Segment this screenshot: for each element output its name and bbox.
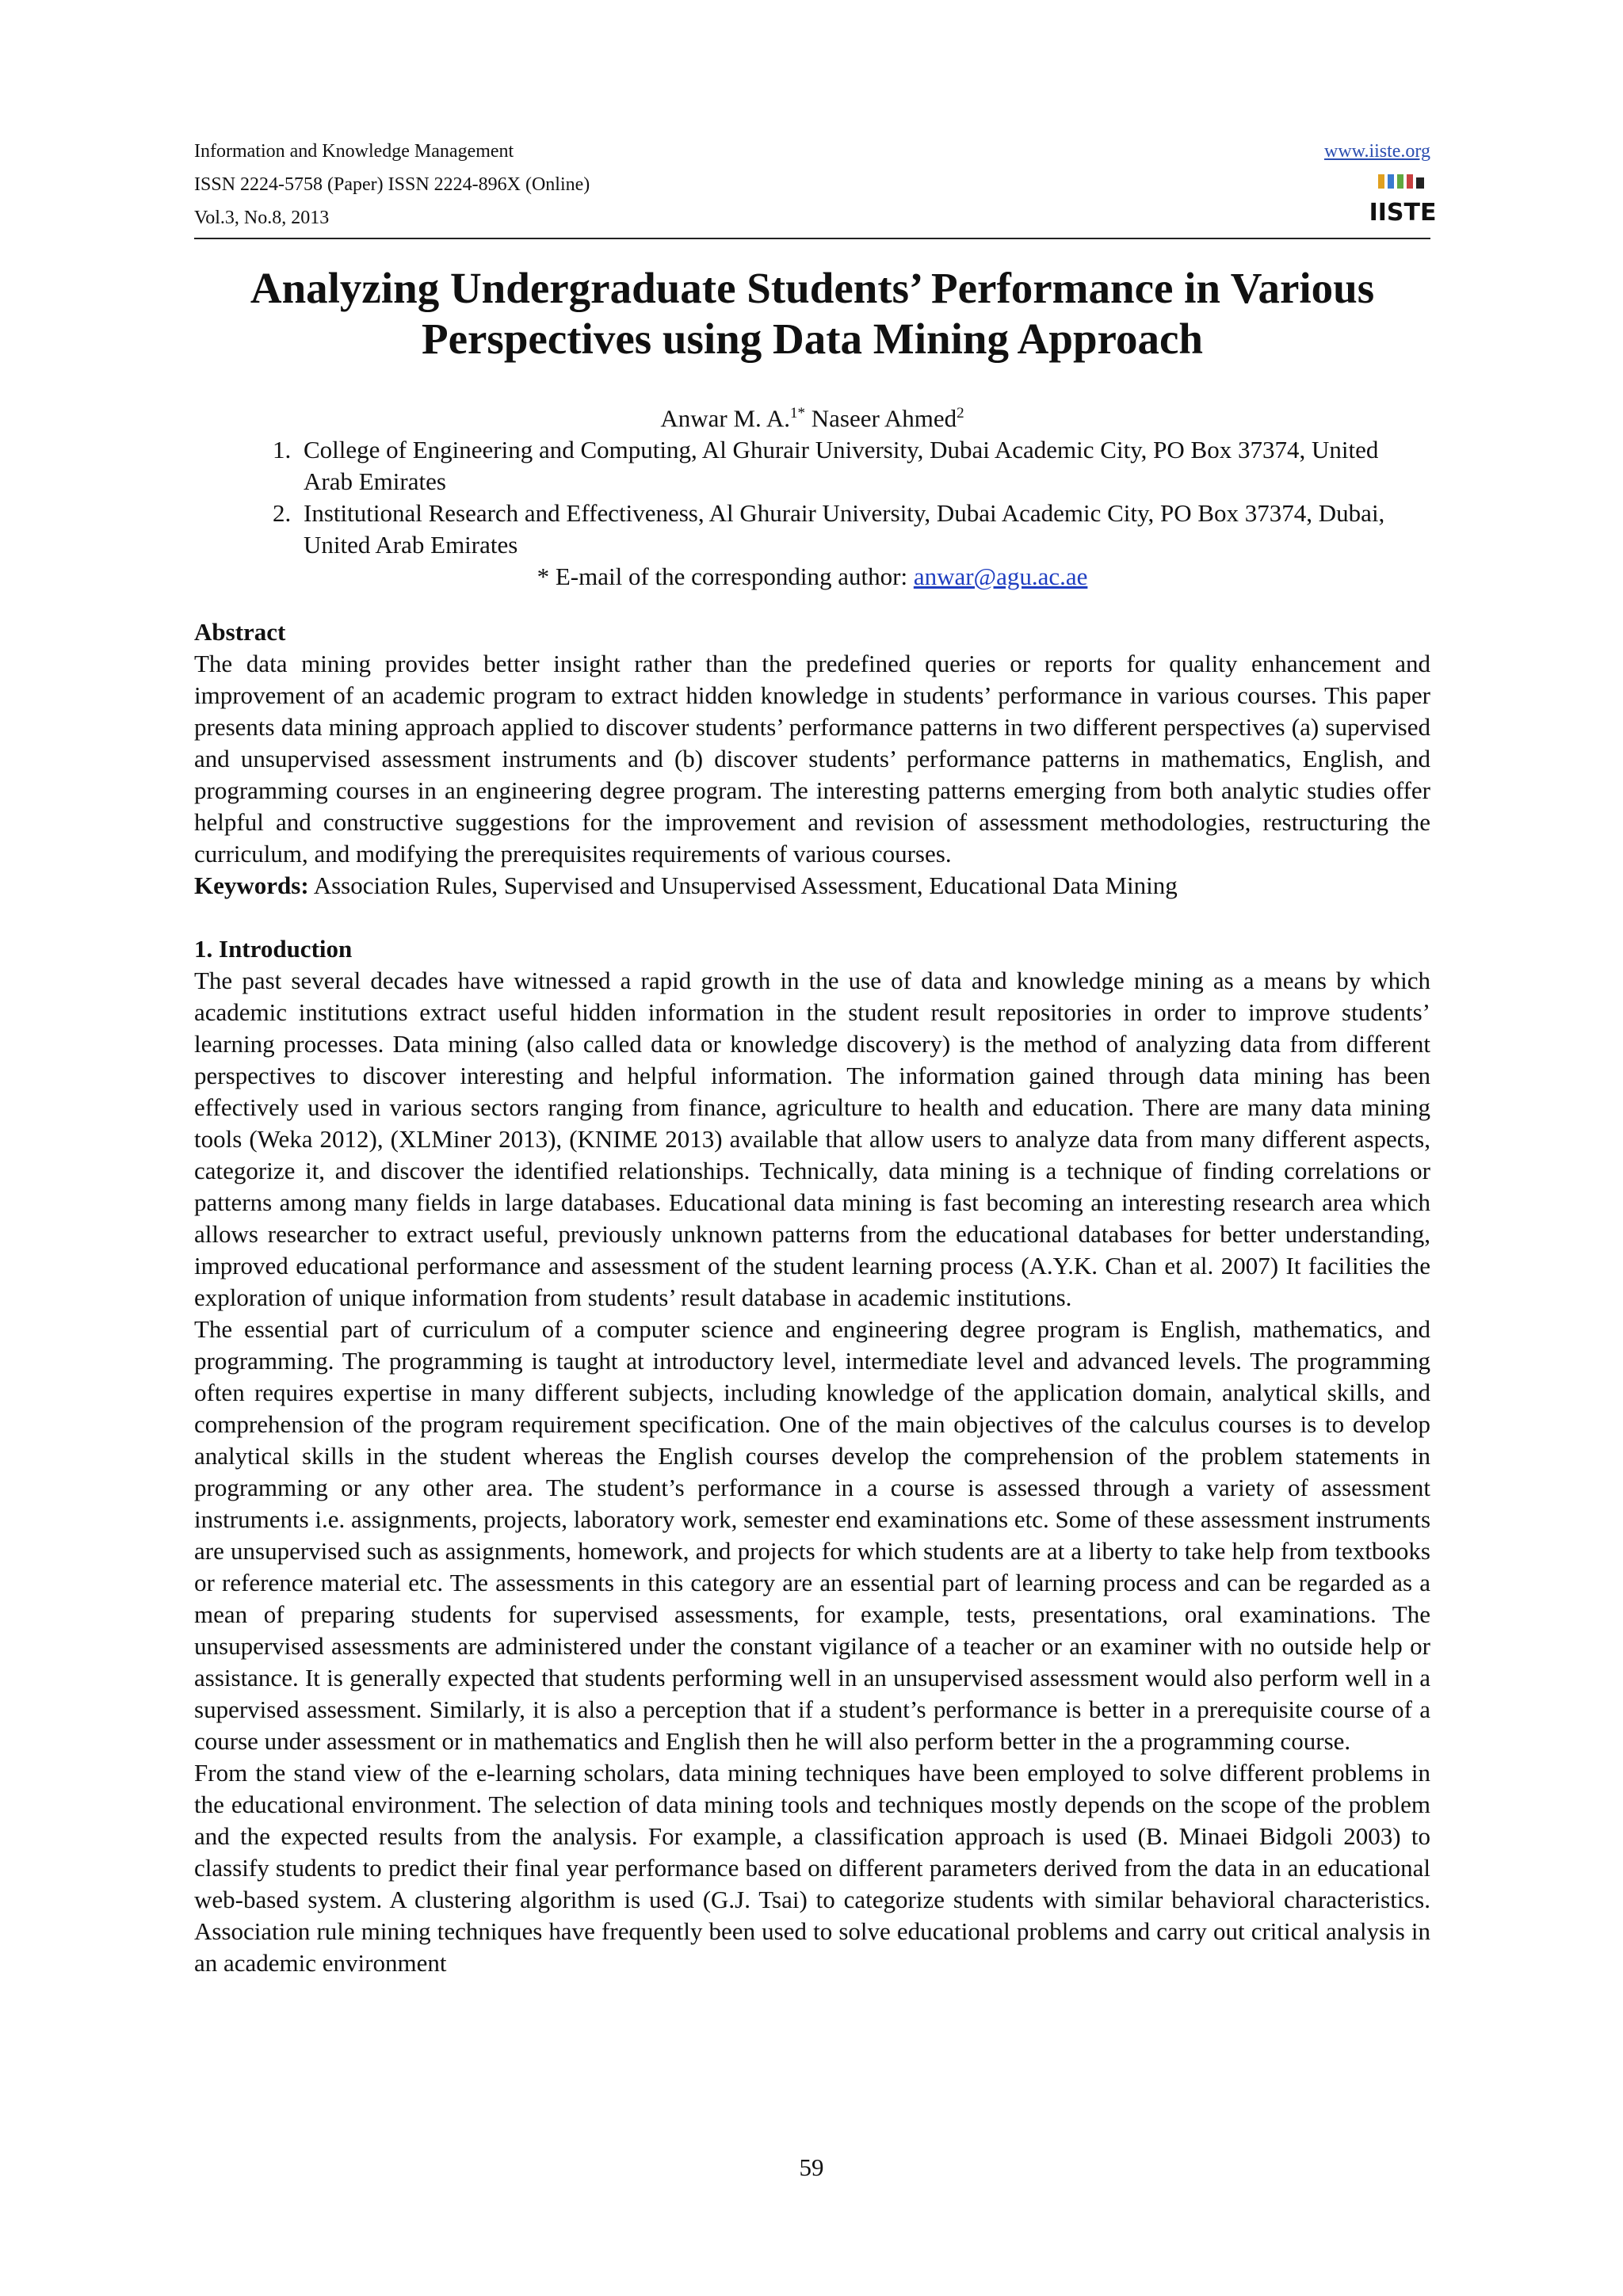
intro-paragraph-2: The essential part of curriculum of a computer science and engineering degree program is English, mathematics, and programming. The programming is taught at introductory level, intermediate level and advanced levels. The programming often requires expertise in many different subjects, including knowledge of the application domain, analytical skills, and comprehension of the program requirement specification. One of the main objectives of the calculus courses is to develop analytical skills in the student whereas the English courses develop the comprehension of the problem statements in programming or any other area. The student’s performance in a course is assessed through a variety of assessment instruments i.e. assignments, projects, laboratory work, semester end examinations etc. Some of these assessment instruments are unsupervised such as assignments, homework, and projects for which students are at a liberty to take help from textbooks or reference material etc. The assessments in this category are an essential part of learning process and can be regarded as a mean of preparing students for supervised assessments, for example, tests, presentations, oral examinations. The unsupervised assessments are administered under the constant vigilance of a teacher or an examiner with no outside help or assistance. It is generally expected that students performing well in an unsupervised assessment would also perform well in a supervised assessment. Similarly, it is also a perception that if a student’s performance is better in a prerequisite course of a course under assessment or in mathematics and English then he will also perform better in the a programming course.: [194, 1315, 1431, 1756]
paper-page: [194, 135, 1437, 1979]
keywords: [194, 870, 1430, 902]
title-line-2: Perspectives using Data Mining Approach: [422, 315, 1203, 363]
affiliation-item: 2. Institutional Research and Effectiveness, Al Ghurair University, Dubai Academic City, PO Box 37374, Dubai, United Arab Emirates: [297, 498, 1430, 561]
title-line-1: Analyzing Undergraduate Students’ Performance in Various: [250, 264, 1375, 312]
journal-issn: ISSN 2224-5758 (Paper) ISSN 2224-896X (Online): [194, 174, 590, 195]
paper-title: [194, 263, 1430, 364]
author-list: [194, 398, 1430, 434]
author-1-affiliation: 1*: [790, 405, 805, 421]
iiste-logo: [1369, 171, 1437, 228]
abstract-text: The data mining provides better insight rather than the predefined queries or reports for quality enhancement and improvement of an academic program to extract hidden knowledge in students’ performance in various courses. This paper presents data mining approach applied to discover students’ performance patterns in two different perspectives (a) supervised and unsupervised assessment instruments and (b) discover students’ performance patterns in mathematics, English, and programming courses in an engineering degree program. The interesting patterns emerging from both analytic studies offer helpful and constructive suggestions for the improvement and revision of assessment methodologies, restructuring the curriculum, and modifying the prerequisites requirements of various courses.: [194, 650, 1430, 868]
journal-info: [194, 135, 590, 235]
introduction-heading: 1. Introduction: [194, 935, 353, 963]
journal-website-link[interactable]: www.iiste.org: [1324, 141, 1430, 162]
author-2-affiliation: 2: [957, 405, 964, 421]
intro-paragraph-3: From the stand view of the e-learning scholars, data mining techniques have been employed to solve different problems in the educational environment. The selection of data mining tools and techniques mostly depends on the scope of the problem and the expected results from the analysis. For example, a classification approach is used (B. Minaei Bidgoli 2003) to classify students to predict their final year performance based on different parameters derived from the data in an educational web-based system. A clustering algorithm is used (G.J. Tsai) to categorize students with similar behavioral characteristics. Association rule mining techniques have frequently been used to solve educational problems and carry out critical analysis in an academic environment: [194, 1759, 1430, 1978]
keywords-label: Keywords:: [194, 871, 309, 900]
email-label: * E-mail of the corresponding author:: [537, 563, 914, 591]
corresponding-email: [194, 561, 1430, 593]
author-1: Anwar M. A.: [660, 404, 790, 433]
author-2: Naseer Ahmed: [811, 404, 957, 433]
email-link[interactable]: anwar@agu.ac.ae: [913, 563, 1088, 591]
journal-volume: Vol.3, No.8, 2013: [194, 208, 330, 228]
affiliation-item: 1. College of Engineering and Computing, Al Ghurair University, Dubai Academic City, PO Box 37374, United Arab Emirates: [297, 434, 1430, 498]
journal-header: [194, 135, 1437, 239]
page-number: 59: [799, 2153, 824, 2181]
journal-website-wrap: [1324, 135, 1430, 168]
abstract-heading: Abstract: [194, 618, 286, 646]
intro-paragraph-1: The past several decades have witnessed a rapid growth in the use of data and knowledge mining as a means by which academic institutions extract useful hidden information in the student result repositories in order to improve students’ learning processes. Data mining (also called data or knowledge discovery) is the method of analyzing data from different perspectives to discover interesting and helpful information. The information gained through data mining has been effectively used in various sectors ranging from finance, agriculture to health and education. There are many data mining tools (Weka 2012), (XLMiner 2013), (KNIME 2013) available that allow users to analyze data from many different aspects, categorize it, and discover the identified relationships. Technically, data mining is a technique of finding correlations or patterns among many fields in large databases. Educational data mining is fast becoming an interesting research area which allows researcher to extract useful, previously unknown patterns from the educational databases for better understanding, improved educational performance and assessment of the student learning process (A.Y.K. Chan et al. 2007) It facilities the exploration of unique information from students’ result database in academic institutions.: [194, 967, 1430, 1312]
journal-name: Information and Knowledge Management: [194, 141, 514, 162]
logo-text: IISTE: [1369, 199, 1437, 227]
keywords-text: Association Rules, Supervised and Unsupervised Assessment, Educational Data Mining: [308, 871, 1178, 900]
affiliation-list: [194, 434, 1430, 561]
